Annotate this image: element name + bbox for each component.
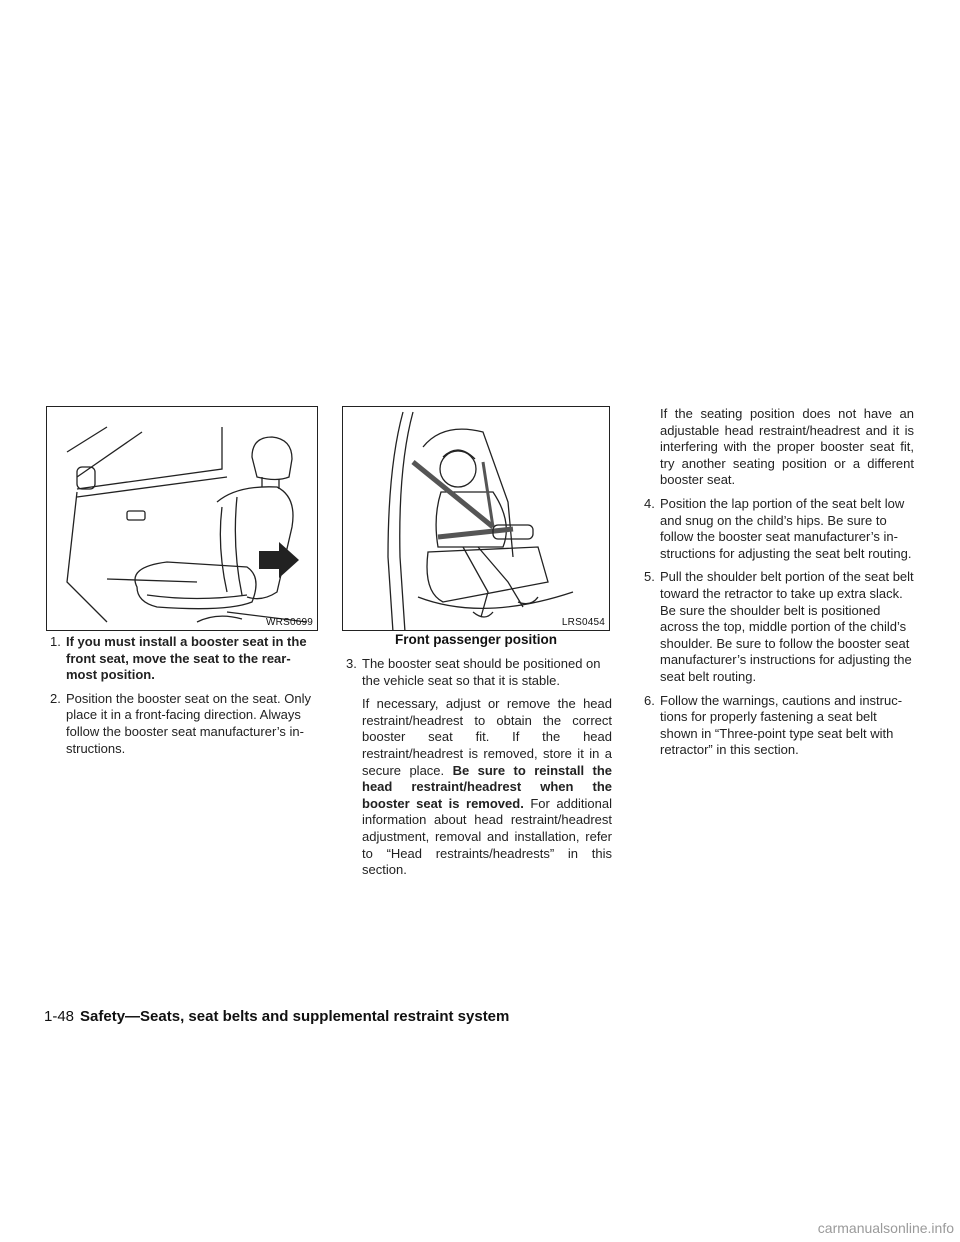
paragraph-text: If necessary, adjust or remove the head restraint/headrest to obtain the correct booster seat fit. If the head restraint/headrest is removed, store it in a secure place. [362,696,612,778]
item-text: If you must install a booster seat in the front seat, move the seat to the rear-most position. [66,634,307,683]
item-text: Position the booster seat on the seat. Only place it in a front-facing direction. Always follow the booster seat manufacturer’s in-structions. [66,690,311,756]
arrow-right-icon [259,542,299,578]
instruction-item-3 [342,656,612,689]
watermark: carmanualsonline.info [817,1220,954,1236]
warning-text: Be sure to reinstall the head restraint/headrest when the booster seat is removed. [362,762,612,811]
section-title: Safety—Seats, seat belts and supplemental restraint system [80,1008,510,1025]
paragraph-text-reference: For additional information about head restraint/headrest adjustment, removal and installation, refer to “Head restraints/headrests” in this section. [362,795,612,878]
item-number: 6. [644,692,655,708]
headrest-paragraph [342,696,612,879]
instruction-item-5 [640,569,914,685]
instruction-item-4 [640,496,914,562]
item-text: The booster seat should be positioned on the vehicle seat so that it is stable. [362,656,601,688]
seating-position-paragraph [640,406,914,489]
instruction-item-6 [640,693,914,759]
page-footer [44,1008,509,1025]
item-text: Follow the warnings, cautions and instruc-tions for properly fastening a seat belt shown in “Three-point type seat belt with retractor” in this section. [660,692,903,758]
paragraph-text: If the seating position does not have an adjustable head restraint/headrest and it is interfering with the proper booster seat fit, try another seating position or a different booster seat. [660,406,914,488]
figure-caption: Front passenger position [394,632,557,647]
column-1 [46,634,320,764]
instruction-item-2 [46,691,320,757]
item-text: Pull the shoulder belt portion of the seat belt toward the retractor to take up extra slack. Be sure the shoulder belt is positioned across the top, middle portion of the child’s shoulder. Be sure to follow the booster seat manufacturer’s instructions for adjusting the seat belt routing. [660,569,914,684]
seat-illustration [47,407,318,631]
item-text: Position the lap portion of the seat belt low and snug on the child’s hips. Be sure to follow the booster seat manufacturer’s in-structions for adjusting the seat belt routing. [660,495,912,561]
column-3 [640,406,914,766]
figure-booster-child [342,406,610,631]
item-number: 1. [50,634,61,649]
column-2 [342,656,612,879]
item-number: 5. [644,569,655,585]
figure-seat-position [46,406,318,631]
item-number: 2. [50,690,61,706]
item-number: 3. [346,656,357,671]
figure-code: WRS0699 [266,617,313,628]
page-number: 1-48 [44,1008,75,1025]
instruction-item-1 [46,634,320,684]
figure-code: LRS0454 [561,617,605,628]
booster-seat-illustration [343,407,610,631]
item-number: 4. [644,495,655,511]
